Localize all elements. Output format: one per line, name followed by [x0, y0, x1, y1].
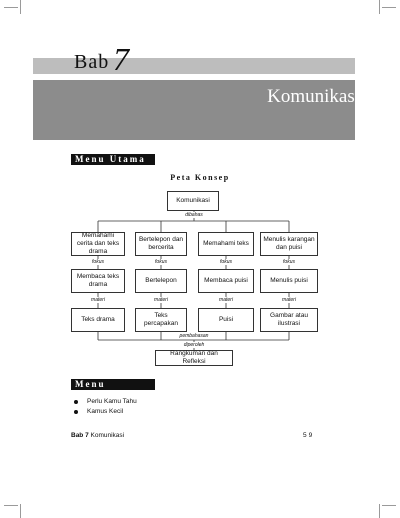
- footer-chapter-bold: Bab 7: [71, 432, 89, 439]
- connector-label-materi: materi: [219, 297, 233, 303]
- extra-menu-list: [74, 397, 137, 417]
- concept-box-level3: Puisi: [198, 308, 254, 332]
- connector-label-diperoleh: diperoleh: [183, 342, 205, 348]
- connector-label-materi: materi: [91, 297, 105, 303]
- connector-label-materi: materi: [154, 297, 168, 303]
- connector-label-materi: materi: [282, 297, 296, 303]
- concept-box-level3: Teks percapakan: [135, 308, 187, 332]
- list-item-label: Perlu Kamu Tahu: [87, 398, 137, 405]
- concept-box-level1: Bertelepon dan bercerita: [135, 232, 187, 256]
- concept-box-level1: Menulis karangan dan puisi: [260, 232, 318, 256]
- connector-label-fokus: fokus: [92, 259, 104, 265]
- list-item: [74, 407, 137, 417]
- list-item: [74, 397, 137, 407]
- concept-box-level3: Gambar atau ilustrasi: [260, 308, 318, 332]
- chapter-title: Komunikasi: [267, 86, 360, 107]
- concept-box-level3: Teks drama: [71, 308, 125, 332]
- connector-label-fokus: fokus: [220, 259, 232, 265]
- chapter-label: Bab: [74, 51, 110, 73]
- concept-box-level2: Membaca puisi: [198, 269, 254, 293]
- concept-box-level2: Menulis puisi: [260, 269, 318, 293]
- concept-box-level1: Memahami cerita dan teks drama: [71, 232, 125, 256]
- concept-box-level2: Membaca teks drama: [71, 269, 125, 293]
- concept-box-level1: Memahami teks: [198, 232, 254, 256]
- page-number: 59: [303, 432, 315, 439]
- concept-map-title: Peta Konsep: [170, 173, 230, 182]
- connector-label-dibahas: dibahas: [185, 212, 203, 218]
- bullet-icon: [74, 400, 78, 404]
- section-heading-main-menu: Menu Utama: [71, 154, 155, 165]
- footer-chapter-text: Komunikasi: [88, 432, 125, 439]
- connector-label-pembahasan: pembahasan: [179, 333, 209, 339]
- concept-root-box: Komunikasi: [167, 191, 219, 211]
- section-heading-extra-menu: Menu Tambahan: [71, 379, 155, 390]
- chapter-number: 7: [113, 41, 129, 77]
- connector-label-fokus: fokus: [155, 259, 167, 265]
- concept-result-box: Rangkuman dan Refleksi: [155, 350, 233, 366]
- list-item-label: Kamus Kecil: [87, 408, 124, 415]
- page-footer: [71, 432, 124, 439]
- bullet-icon: [74, 410, 78, 414]
- concept-box-level2: Bertelepon: [135, 269, 187, 293]
- connector-label-fokus: fokus: [283, 259, 295, 265]
